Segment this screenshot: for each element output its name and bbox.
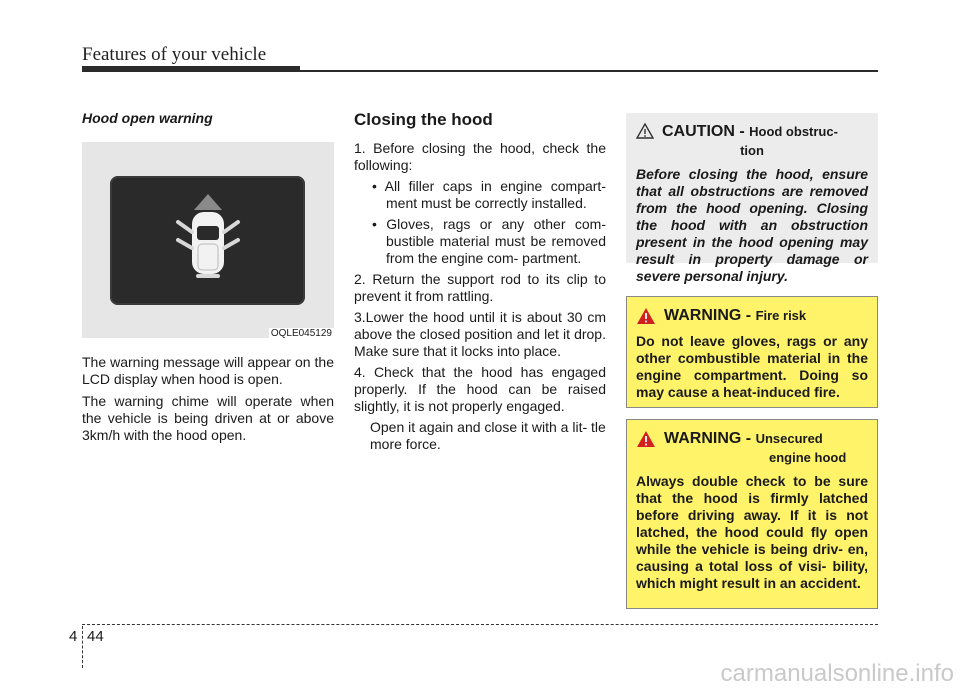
watermark: carmanualsonline.info (720, 660, 954, 687)
bullet-filler-caps: • All filler caps in engine compart- ment must be correctly installed. (372, 178, 606, 211)
warning-topic: Fire risk (755, 308, 807, 323)
warning-triangle-icon (636, 430, 656, 448)
bullet-combustible-material: • Gloves, rags or any other com- bustible material must be removed from the engine com- partment. (372, 216, 606, 266)
warning-label: WARNING - (664, 307, 752, 324)
step-4: 4. Check that the hood has engaged properly. If the hood can be raised slightly, it is not properly engaged. (354, 364, 606, 414)
hood-warning-figure (82, 142, 334, 338)
closing-the-hood-heading: Closing the hood (354, 110, 493, 129)
page-number: 44 (87, 628, 104, 645)
warning-box-unsecured-hood (626, 419, 878, 609)
warning-topic-continued: engine hood (769, 450, 847, 465)
caution-triangle-icon (636, 123, 654, 139)
warning-fire-risk-text: Do not leave gloves, rags or any other combustible material in the engine compartment. Doing so may cause a heat-induced fire. (636, 333, 868, 400)
page-number-divider (82, 626, 83, 668)
header-bar (82, 66, 300, 72)
caution-box (626, 113, 878, 284)
hood-open-warning-heading: Hood open warning (82, 110, 213, 126)
caution-label: CAUTION - (662, 123, 745, 140)
warning-topic: Unsecured (755, 431, 823, 446)
caution-topic: Hood obstruc- (749, 124, 838, 139)
warning-box-fire-risk (626, 296, 878, 408)
warning-unsecured-hood-text: Always double check to be sure that the hood is firmly latched before driving away. If it is not latched, the hood could fly open while the vehicle is being driv- en, causing a total loss of visi- bility, which might result in an accident. (636, 473, 868, 591)
step-4-extra: Open it again and close it with a lit- tle more force. (370, 419, 606, 452)
page-header-title: Features of your vehicle (82, 44, 267, 65)
paragraph-lcd-message: The warning message will appear on the LCD display when hood is open. (82, 354, 334, 387)
header-rule (300, 70, 878, 72)
car-doors-open-icon (110, 176, 305, 305)
step-2: 2. Return the support rod to its clip to prevent it from rattling. (354, 271, 606, 304)
warning-label: WARNING - (664, 430, 752, 447)
lcd-display (110, 176, 305, 305)
middle-column (354, 110, 606, 453)
footer-rule (82, 624, 878, 625)
caution-topic-continued: tion (740, 143, 764, 158)
step-1: 1. Before closing the hood, check the following: (354, 140, 606, 173)
chapter-number: 4 (69, 628, 78, 645)
right-column (626, 113, 878, 609)
figure-code: OQLE045129 (270, 328, 332, 339)
paragraph-warning-chime: The warning chime will operate when the vehicle is being driven at or above 3km/h with the hood open. (82, 393, 334, 443)
left-column (82, 110, 334, 449)
caution-text: Before closing the hood, ensure that all obstructions are removed from the hood opening. Closing the hood with an obstruction present in the hood opening may result in property damage or severe personal injury. (636, 166, 868, 284)
warning-triangle-icon (636, 307, 656, 325)
step-3: 3.Lower the hood until it is about 30 cm above the closed position and let it drop. Make sure that it locks into place. (354, 309, 606, 359)
